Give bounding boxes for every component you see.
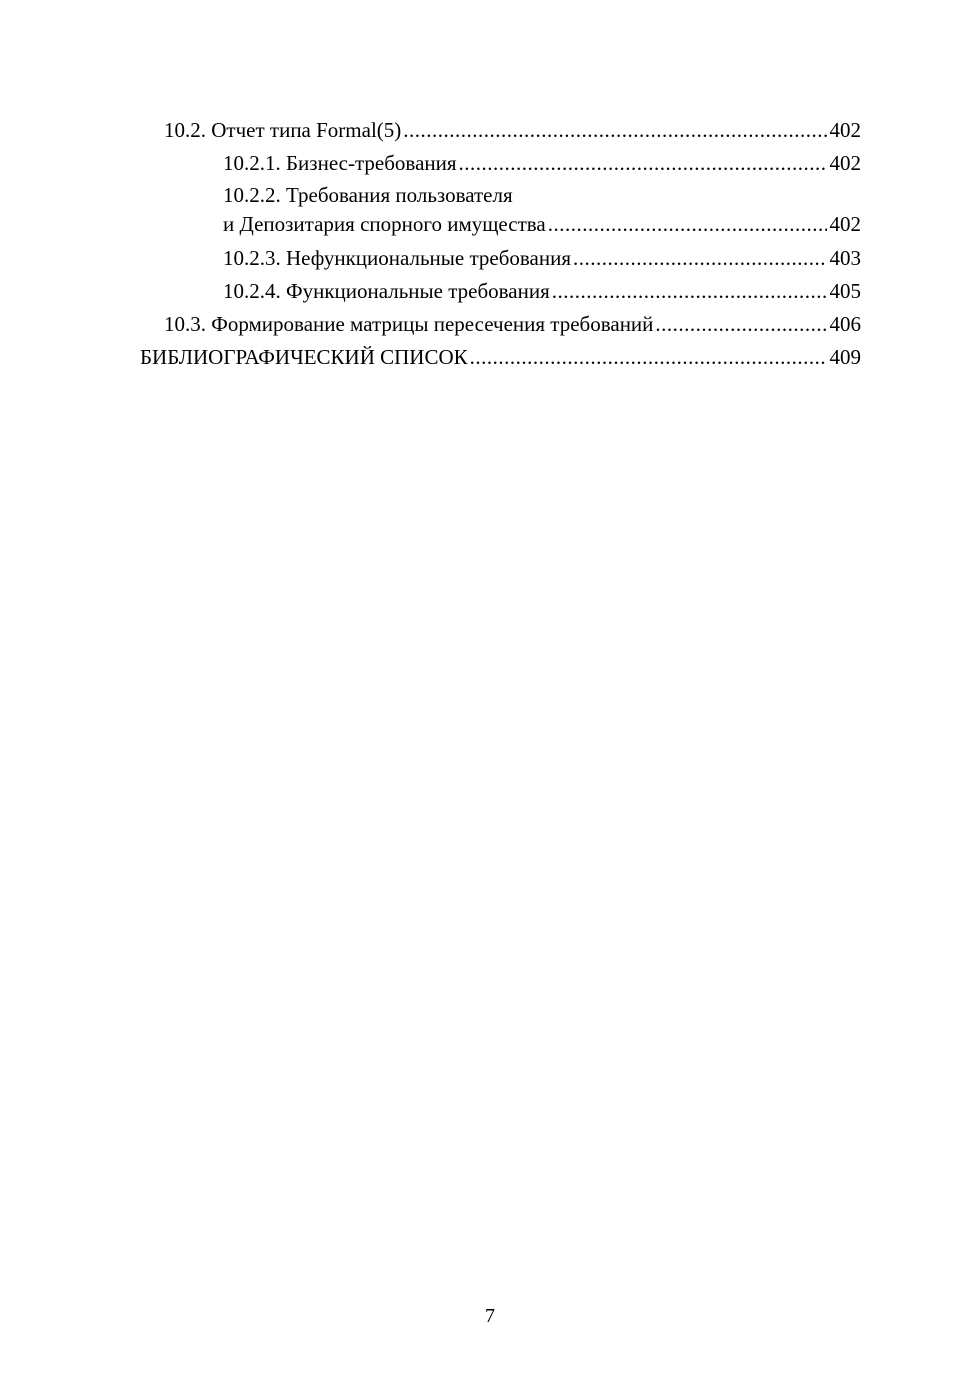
toc-leader-dots: [459, 147, 827, 180]
toc-entry[interactable]: [0, 147, 980, 180]
table-of-contents: [0, 114, 980, 374]
toc-leader-dots: [552, 275, 827, 308]
toc-entry-title-continued: и Депозитария спорного имущества: [223, 212, 546, 236]
toc-leader-dots: [470, 341, 827, 374]
toc-entry-page: 405: [829, 279, 861, 303]
toc-entry-title: 10.2. Отчет типа Formal(5): [164, 118, 402, 142]
toc-entry[interactable]: [0, 242, 980, 275]
toc-leader-dots: [573, 242, 827, 275]
toc-entry-title: БИБЛИОГРАФИЧЕСКИЙ СПИСОК: [140, 345, 468, 369]
toc-entry[interactable]: [0, 308, 980, 341]
toc-entry[interactable]: [0, 114, 980, 147]
toc-entry-page: 402: [829, 118, 861, 142]
toc-leader-dots: [403, 114, 826, 147]
toc-entry-title: 10.2.2. Требования пользователя: [223, 183, 513, 207]
toc-entry-page: 403: [829, 246, 861, 270]
toc-entry[interactable]: [0, 180, 980, 242]
toc-leader-dots: [548, 208, 827, 241]
toc-entry[interactable]: [0, 341, 980, 374]
toc-entry-title: 10.2.1. Бизнес-требования: [223, 151, 457, 175]
toc-leader-dots: [655, 308, 826, 341]
toc-entry[interactable]: [0, 275, 980, 308]
page-number: 7: [485, 1305, 495, 1327]
toc-entry-page: 402: [829, 212, 861, 236]
toc-entry-title: 10.2.4. Функциональные требования: [223, 279, 550, 303]
toc-entry-title: 10.2.3. Нефункциональные требования: [223, 246, 571, 270]
toc-entry-page: 406: [829, 312, 861, 336]
toc-entry-title: 10.3. Формирование матрицы пересечения требований: [164, 312, 654, 336]
toc-entry-page: 402: [829, 151, 861, 175]
toc-entry-page: 409: [829, 345, 861, 369]
